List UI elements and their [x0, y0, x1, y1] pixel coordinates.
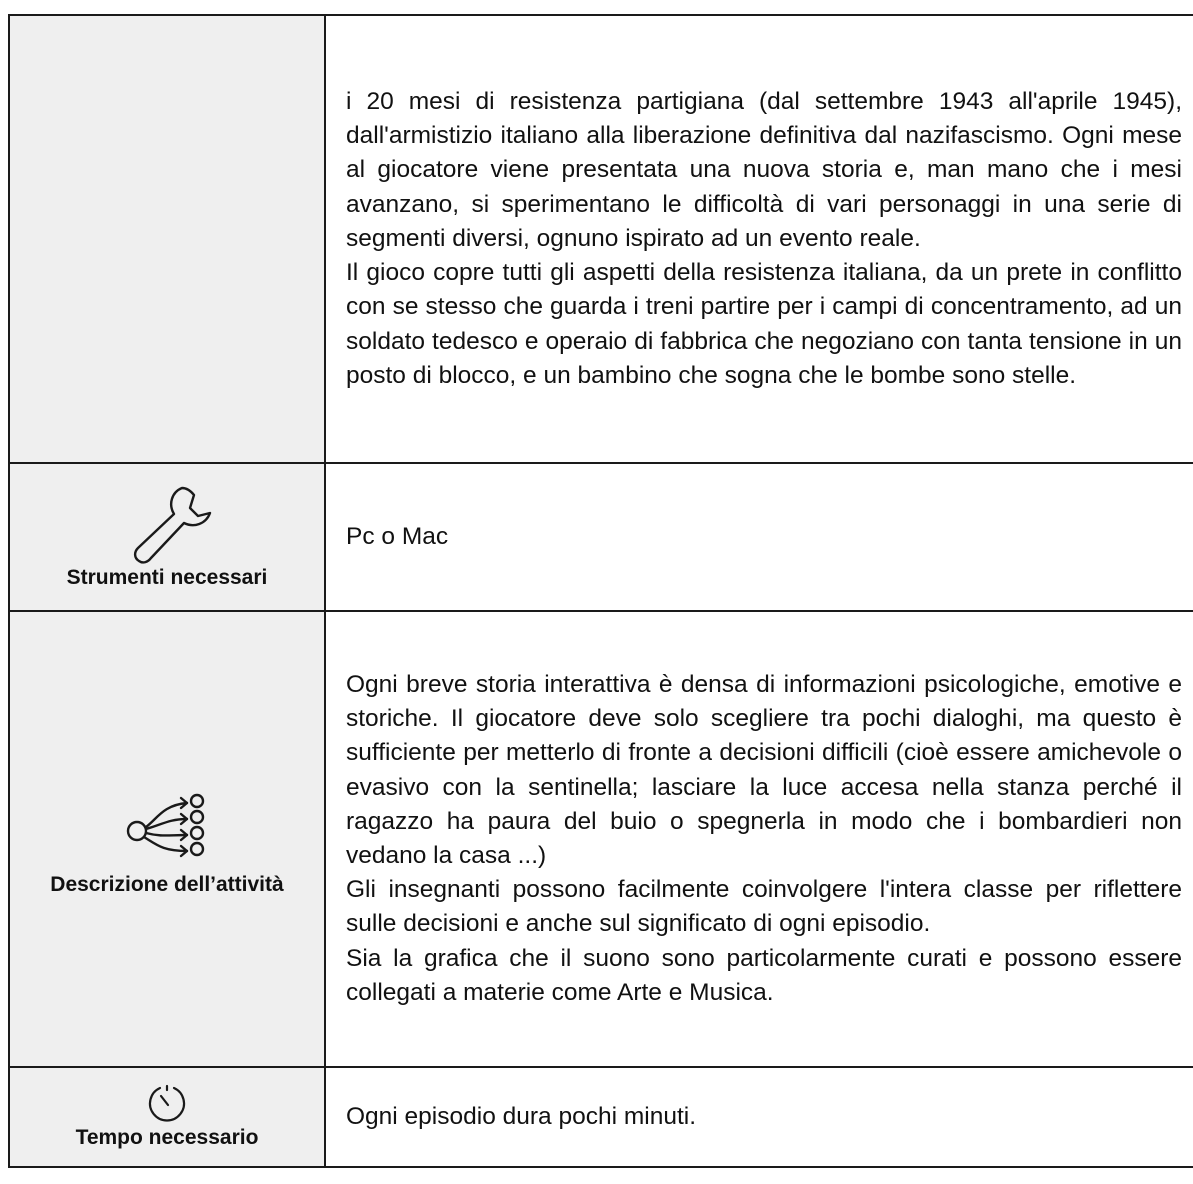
description-paragraph-1: Ogni breve storia interattiva è densa di informazioni psicologiche, emotive e storiche. Il giocatore deve solo scegliere tra pochi dialoghi, ma questo è sufficiente per metterlo di fronte a decisioni difficili (cioè essere amichevole o evasivo con la sentinella; lasciare la luce accesa nella stanza perché il ragazzo ha paura del buio o spegnerla in modo che i bombardieri non vedano la casa ...)	[346, 670, 1182, 869]
content-cell-time	[325, 1067, 1193, 1167]
content-cell-description	[325, 611, 1193, 1067]
label-description: Descrizione dell’attività	[50, 873, 284, 896]
label-cell-empty	[9, 15, 325, 463]
content-cell-tools	[325, 463, 1193, 611]
table-row-description	[9, 611, 1193, 1067]
label-tools: Strumenti necessari	[66, 566, 268, 589]
description-paragraph-3: Sia la grafica che il suono sono particolarmente curati e possono essere collegati a materie come Arte e Musica.	[346, 944, 1182, 1006]
label-cell-time	[9, 1067, 325, 1167]
description-paragraph-2: Gli insegnanti possono facilmente coinvolgere l'intera classe per riflettere sulle decisioni e anche sul significato di ogni episodio.	[346, 876, 1182, 938]
branching-flow-icon	[117, 779, 217, 871]
tools-text: Pc o Mac	[346, 522, 449, 550]
wrench-icon	[112, 482, 222, 564]
label-cell-description	[9, 611, 325, 1067]
time-text: Ogni episodio dura pochi minuti.	[346, 1102, 697, 1130]
content-cell-intro	[325, 15, 1193, 463]
label-time: Tempo necessario	[75, 1126, 259, 1149]
intro-paragraph-1: i 20 mesi di resistenza partigiana (dal settembre 1943 all'aprile 1945), dall'armistizio italiano alla liberazione definitiva dal nazifascismo. Ogni mese al giocatore viene presentata una nuova storia e, man mano che i mesi avanzano, si sperimentano le difficoltà di vari personaggi in una serie di segmenti diversi, ognuno ispirato ad un evento reale.	[346, 88, 1182, 252]
timer-icon	[145, 1082, 189, 1124]
table-row-tools	[9, 463, 1193, 611]
activity-table	[8, 14, 1193, 1168]
table-row-time	[9, 1067, 1193, 1167]
table-row-intro	[9, 15, 1193, 463]
intro-paragraph-2: Il gioco copre tutti gli aspetti della resistenza italiana, da un prete in conflitto con se stesso che guarda i treni partire per i campi di concentramento, ad un soldato tedesco e operaio di fabbrica che negoziano con tanta tensione in un posto di blocco, e un bambino che sogna che le bombe sono stelle.	[346, 259, 1182, 389]
label-cell-tools	[9, 463, 325, 611]
